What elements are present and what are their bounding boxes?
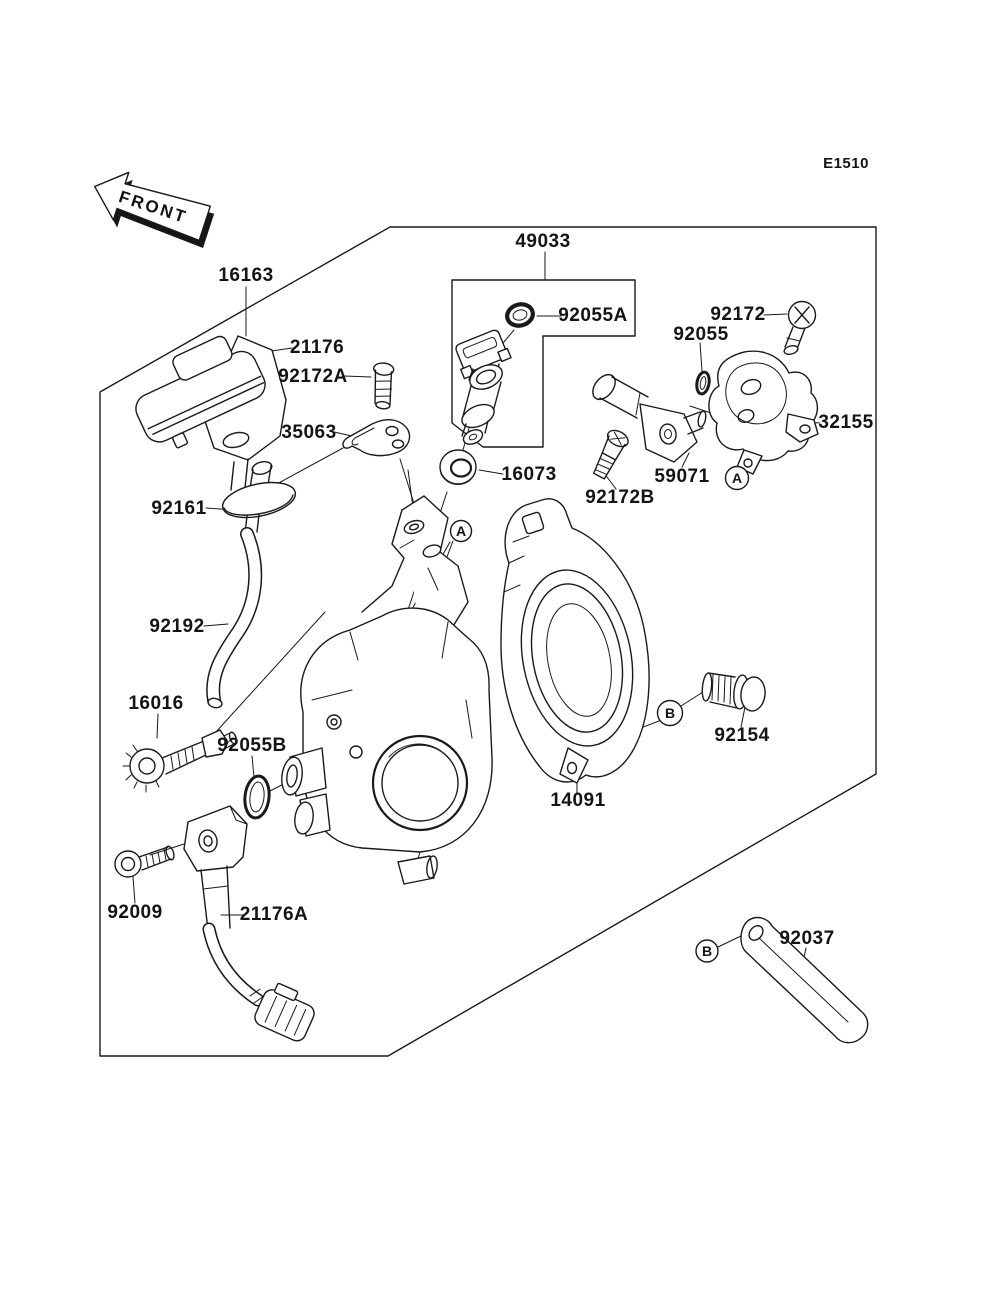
front-arrow-label: FRONT: [116, 187, 190, 228]
part-label-92055: 92055: [673, 324, 729, 345]
part-label-16016: 16016: [128, 693, 184, 714]
part-label-92172a: 92172A: [278, 366, 348, 387]
part-label-92172: 92172: [710, 304, 766, 325]
map-sensor-assembly: [122, 327, 299, 533]
connector-plug: [252, 980, 320, 1044]
ref-marker-a-sensor-label: A: [731, 470, 743, 486]
hose-92192: [207, 534, 255, 709]
grommet-16073: [440, 450, 476, 484]
throttle-sensor-32155: [709, 351, 818, 474]
o-ring-92055: [695, 371, 711, 395]
part-label-92055b: 92055B: [217, 735, 287, 756]
ref-marker-a-body: [451, 521, 472, 542]
part-label-14091: 14091: [550, 790, 606, 811]
part-label-92192: 92192: [149, 616, 205, 637]
bolt-92154: [701, 673, 767, 713]
ref-marker-b-bolt-label: B: [664, 705, 676, 721]
o-ring-92055b: [243, 775, 271, 819]
part-label-49033: 49033: [515, 231, 571, 252]
ref-marker-a-sensor: [726, 467, 749, 490]
front-arrow: [85, 164, 218, 255]
part-label-35063: 35063: [281, 422, 337, 443]
part-label-32155: 32155: [818, 412, 874, 433]
o-ring-92055a: [505, 301, 536, 328]
part-label-21176: 21176: [289, 337, 345, 358]
part-label-92037: 92037: [779, 928, 835, 949]
ref-marker-b-strap-label: B: [701, 943, 713, 959]
damper-92161: [219, 460, 298, 533]
ref-marker-b-bolt: [658, 701, 683, 726]
sensor-cover-14091: [501, 499, 649, 783]
figure-code: E1510: [823, 155, 869, 172]
part-label-21176a: 21176A: [239, 904, 309, 925]
part-label-59071: 59071: [654, 466, 710, 487]
bolt-92009: [115, 845, 175, 877]
part-label-92009: 92009: [107, 902, 163, 923]
part-label-16163: 16163: [218, 265, 274, 286]
ref-marker-b-strap: [696, 940, 718, 962]
part-label-92055a: 92055A: [558, 305, 628, 326]
part-label-92161: 92161: [151, 498, 207, 519]
bracket-35063: [343, 420, 410, 456]
part-label-92172b: 92172B: [585, 487, 655, 508]
screw-92172: [783, 302, 815, 356]
part-label-92154: 92154: [714, 725, 770, 746]
screw-92172a: [370, 362, 395, 409]
screw-92172b: [588, 427, 630, 481]
throttle-body: [279, 496, 492, 884]
sensor-59071: [588, 370, 707, 462]
part-label-16073: 16073: [501, 464, 557, 485]
ref-marker-a-body-label: A: [455, 523, 467, 539]
